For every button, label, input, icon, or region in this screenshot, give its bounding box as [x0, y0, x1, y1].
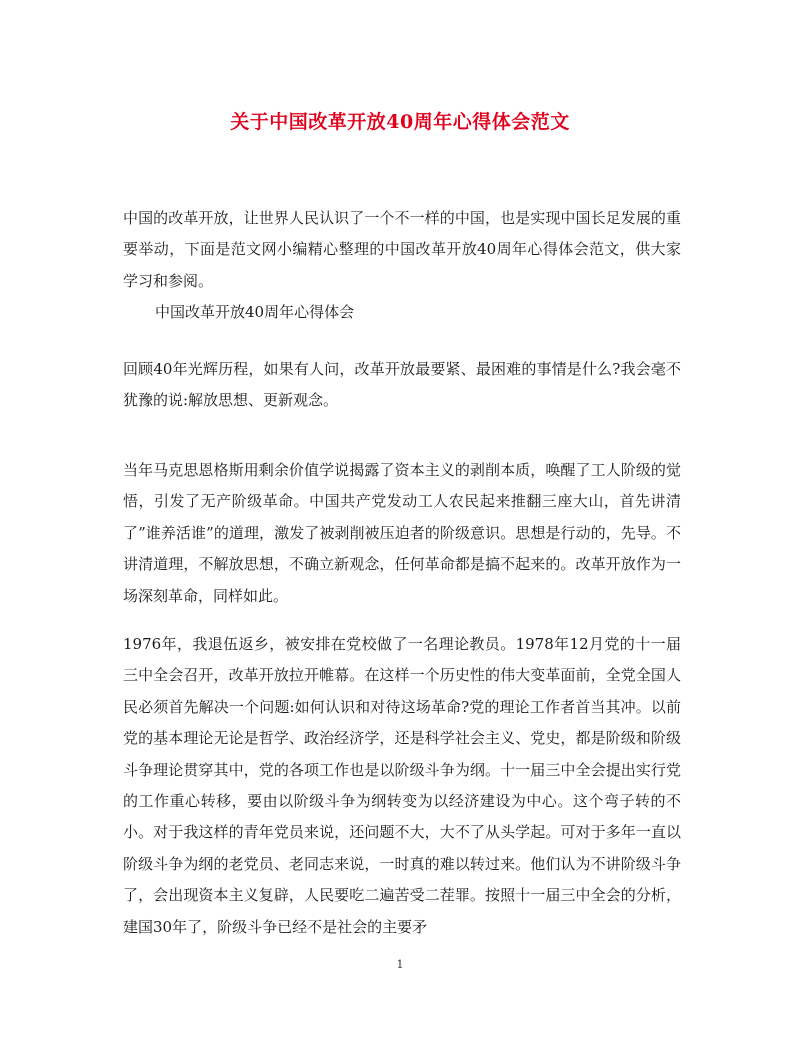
- page-number: 1: [396, 958, 404, 971]
- body-paragraph: 1976年，我退伍返乡，被安排在党校做了一名理论教员。1978年12月党的十一届三中全会召开，改革开放拉开帷幕。在这样一个历史性的伟大变革面前，全党全国人民必须首先解决一个问题:如何认识和对待这场革命?党的理论工作者首当其冲。以前党的基本理论无论是哲学、政治经济学，还是科学社会主义、党史，都是阶级和阶级斗争理论贯穿其中，党的各项工作也是以阶级斗争为纲。十一届三中全会提出实行党的工作重心转移，要由以阶级斗争为纲转变为以经济建设为中心。这个弯子转的不小。对于我这样的青年党员来说，还问题不大，大不了从头学起。可对于多年一直以阶级斗争为纲的老党员、老同志来说，一时真的难以转过来。他们认为不讲阶级斗争了，会出现资本主义复辟，人民要吃二遍苦受二茬罪。按照十一届三中全会的分析，建国30年了，阶级斗争已经不是社会的主要矛: [123, 635, 681, 936]
- intro-paragraph: 中国的改革开放，让世界人民认识了一个不一样的中国，也是实现中国长足发展的重要举动，下面是范文网小编精心整理的中国改革开放40周年心得体会范文，供大家学习和参阅。: [123, 209, 681, 290]
- body-paragraph: 回顾40年光辉历程，如果有人问，改革开放最要紧、最困难的事情是什么?我会毫不犹豫的说:解放思想、更新观念。: [123, 360, 681, 410]
- body-paragraph: 当年马克思恩格斯用剩余价值学说揭露了资本主义的剥削本质，唤醒了工人阶级的觉悟，引发了无产阶级革命。中国共产党发动工人农民起来推翻三座大山，首先讲清了”谁养活谁”的道理，激发了被剥削被压迫者的阶级意识。思想是行动的，先导。不讲清道理，不解放思想，不确立新观念，任何革命都是搞不起来的。改革开放作为一场深刻革命，同样如此。: [123, 461, 681, 605]
- section-subheading: 中国改革开放40周年心得体会: [155, 303, 355, 321]
- document-title: 关于中国改革开放40周年心得体会范文: [230, 111, 570, 133]
